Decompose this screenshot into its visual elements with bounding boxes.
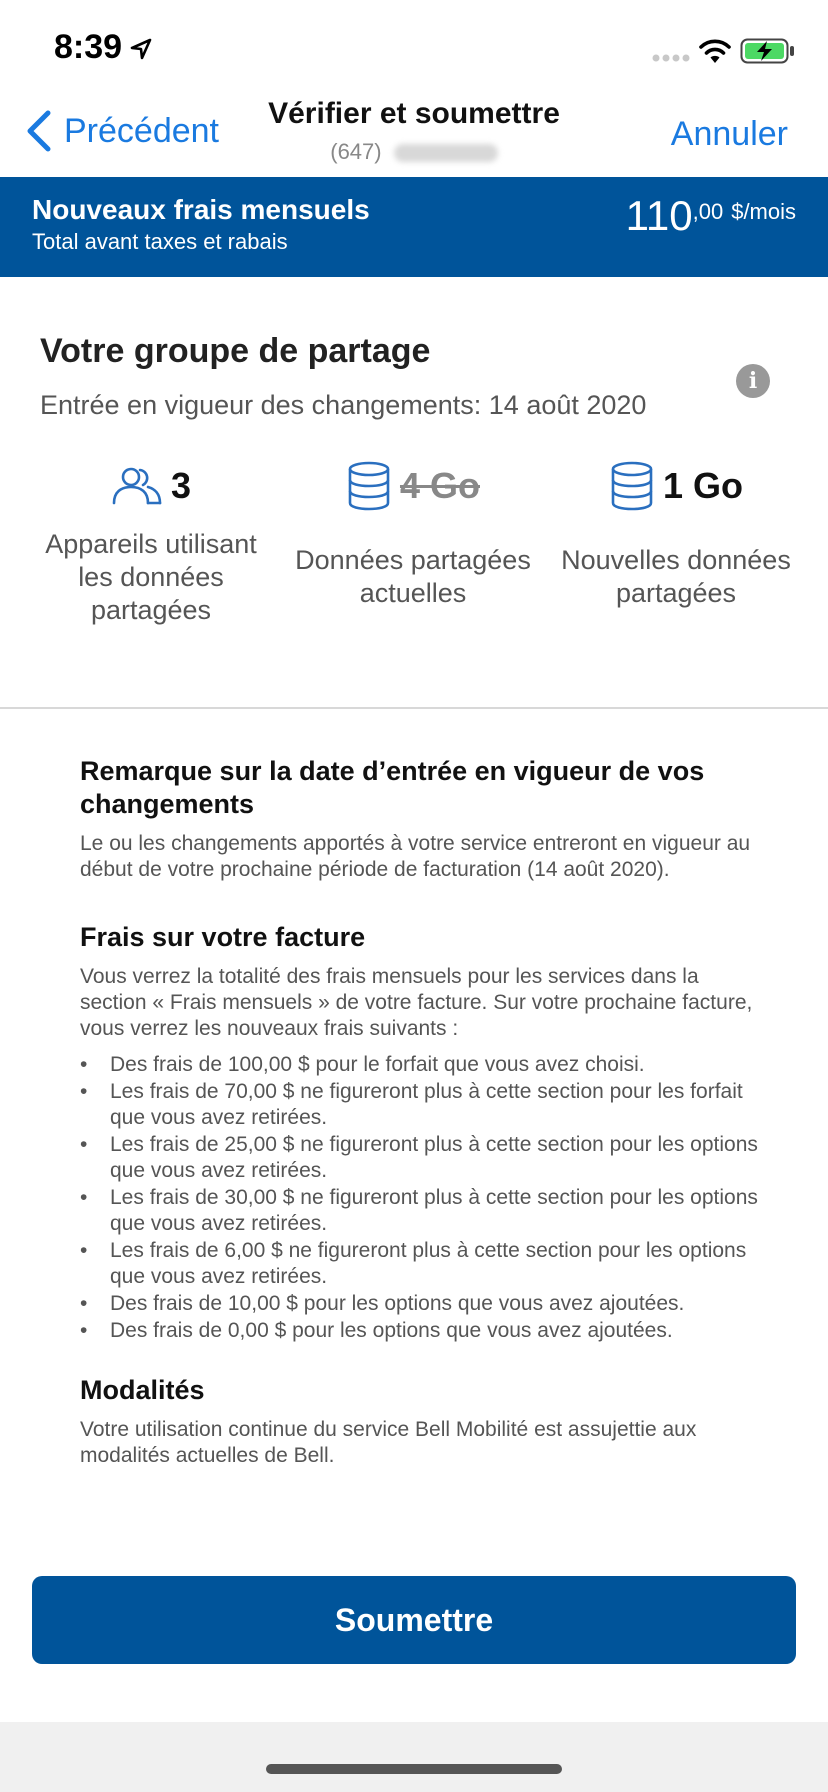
stat-new-data-label: Nouvelles données partagées <box>561 545 791 608</box>
terms-title: Modalités <box>80 1375 205 1405</box>
status-time: 8:39 <box>54 28 123 66</box>
users-icon <box>111 466 163 506</box>
monthly-fees-banner <box>0 177 828 277</box>
database-icon <box>346 461 392 511</box>
wifi-icon <box>698 38 732 64</box>
list-item: • Des frais de 100,00 $ pour le forfait que vous avez choisi. <box>80 1052 760 1078</box>
section-divider <box>0 707 828 709</box>
fees-title: Frais sur votre facture <box>80 922 366 952</box>
battery-charging-icon <box>740 38 796 64</box>
stat-devices-value: 3 <box>170 465 192 506</box>
group-title: Votre groupe de partage <box>40 332 431 370</box>
stat-current-data-value: 4 Go <box>399 465 480 506</box>
back-button-label: Précédent <box>64 111 219 150</box>
home-indicator[interactable] <box>266 1764 562 1774</box>
phone-prefix: (647) <box>330 139 382 164</box>
monthly-price <box>625 192 796 239</box>
terms-body: Votre utilisation continue du service Bell Mobilité est assujettie aux modalités actuelles de Bell. <box>80 1418 697 1467</box>
list-item: • Les frais de 70,00 $ ne figureront plus à cette section pour les forfait que vous avez retirées. <box>80 1079 760 1131</box>
effective-note-title: Remarque sur la date d’entrée en vigueur de vos changements <box>80 756 705 819</box>
database-icon <box>609 461 655 511</box>
footer-area <box>0 1722 828 1792</box>
stat-current-data-label: Données partagées actuelles <box>295 545 531 608</box>
stat-devices <box>26 460 276 627</box>
stat-new-data <box>551 460 801 610</box>
stat-current-data <box>288 460 538 610</box>
cancel-button[interactable]: Annuler <box>670 115 788 153</box>
banner-title: Nouveaux frais mensuels <box>32 194 370 225</box>
stat-devices-label: Appareils utilisant les données partagées <box>45 529 257 625</box>
effective-note-body: Le ou les changements apportés à votre service entreront en vigueur au début de votre prochaine période de facturation (14 août 2020). <box>80 832 751 881</box>
price-decimal: ,00 <box>692 199 724 224</box>
price-unit: $/mois <box>731 199 796 224</box>
list-item: • Les frais de 6,00 $ ne figureront plus à cette section pour les options que vous avez retirées. <box>80 1238 760 1290</box>
status-bar <box>0 0 828 95</box>
banner-subtitle: Total avant taxes et rabais <box>32 229 288 254</box>
price-integer: 110 <box>625 192 693 239</box>
page-title: Vérifier et soumettre <box>268 97 560 130</box>
list-item: • Des frais de 0,00 $ pour les options que vous avez ajoutées. <box>80 1318 760 1344</box>
effective-date: Entrée en vigueur des changements: 14 août 2020 <box>40 390 647 420</box>
info-icon[interactable]: i <box>736 364 770 398</box>
navigation-bar <box>0 95 828 177</box>
list-item: • Des frais de 10,00 $ pour les options que vous avez ajoutées. <box>80 1291 760 1317</box>
submit-button[interactable]: Soumettre <box>32 1576 796 1664</box>
list-item: • Les frais de 25,00 $ ne figureront plus à cette section pour les options que vous avez retirées. <box>80 1132 760 1184</box>
fees-list <box>80 1052 760 1344</box>
stat-new-data-value: 1 Go <box>662 465 743 506</box>
list-item: • Les frais de 30,00 $ ne figureront plus à cette section pour les options que vous avez retirées. <box>80 1185 760 1237</box>
notes-section <box>80 755 760 1469</box>
fees-body: Vous verrez la totalité des frais mensuels pour les services dans la section « Frais mensuels » de votre facture. Sur votre prochaine facture, vous verrez les nouveaux frais suivants : <box>80 965 753 1040</box>
location-arrow-icon <box>130 38 152 60</box>
phone-number-redacted <box>394 144 498 162</box>
signal-icon <box>652 54 690 62</box>
